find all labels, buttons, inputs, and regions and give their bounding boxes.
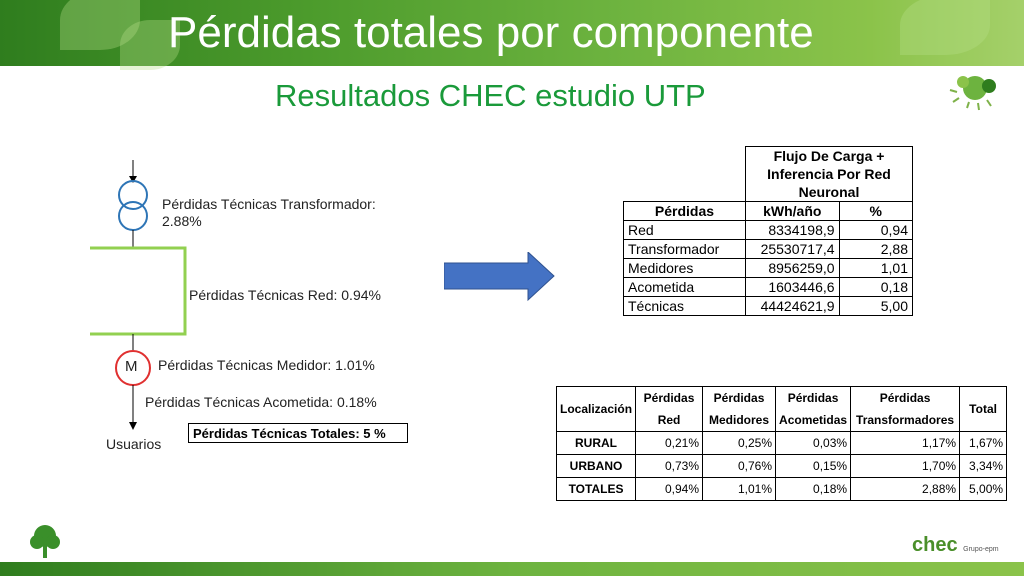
chec-logo <box>912 534 999 557</box>
page-title: Pérdidas totales por componente <box>168 8 814 57</box>
table1-col-losses: Pérdidas <box>624 202 746 221</box>
total-loss-box: Pérdidas Técnicas Totales: 5 % <box>188 423 408 443</box>
table1-group-header: Flujo De Carga + Inferencia Por Red Neuronal <box>746 147 913 202</box>
table-row <box>557 432 1007 455</box>
row-name: Acometida <box>624 278 746 297</box>
row-kwh: 8956259,0 <box>746 259 840 278</box>
row-name: Medidores <box>624 259 746 278</box>
row-red: 0,94% <box>636 478 703 501</box>
row-kwh: 44424621,9 <box>746 297 840 316</box>
table-row <box>624 297 913 316</box>
table2-col-location: Localización <box>557 387 636 432</box>
tree-icon <box>28 522 62 560</box>
row-aco: 0,03% <box>776 432 851 455</box>
table-row <box>557 478 1007 501</box>
table-row <box>624 221 913 240</box>
service-drop-loss-label: Pérdidas Técnicas Acometida: 0.18% <box>145 394 377 410</box>
table2-col-red-1: Pérdidas <box>636 387 703 410</box>
row-med: 0,76% <box>703 455 776 478</box>
row-total: 5,00% <box>960 478 1007 501</box>
row-pct: 0,94 <box>839 221 912 240</box>
leaves-decoration-icon <box>945 60 1005 120</box>
users-label: Usuarios <box>106 436 162 452</box>
logo-subtext: Grupo-epm <box>963 546 999 553</box>
row-total: 3,34% <box>960 455 1007 478</box>
table-row <box>624 240 913 259</box>
row-med: 1,01% <box>703 478 776 501</box>
row-pct: 5,00 <box>839 297 912 316</box>
row-kwh: 25530717,4 <box>746 240 840 259</box>
footer-bar <box>0 562 1024 576</box>
table2-col-total: Total <box>960 387 1007 432</box>
network-loss-label: Pérdidas Técnicas Red: 0.94% <box>189 287 381 303</box>
row-tra: 2,88% <box>851 478 960 501</box>
loss-energy-table <box>623 146 913 316</box>
row-pct: 0,18 <box>839 278 912 297</box>
table2-col-aco-1: Pérdidas <box>776 387 851 410</box>
table2-col-red-2: Red <box>636 409 703 432</box>
row-tra: 1,17% <box>851 432 960 455</box>
table-row <box>624 278 913 297</box>
logo-text: chec <box>912 534 958 556</box>
row-red: 0,21% <box>636 432 703 455</box>
table2-col-tra-1: Pérdidas <box>851 387 960 410</box>
table-row <box>624 259 913 278</box>
row-location: TOTALES <box>557 478 636 501</box>
table1-col-pct: % <box>839 202 912 221</box>
row-tra: 1,70% <box>851 455 960 478</box>
row-red: 0,73% <box>636 455 703 478</box>
transformer-loss-label: Pérdidas Técnicas Transformador: 2.88% <box>162 196 376 229</box>
table-row <box>557 455 1007 478</box>
loss-by-location-table <box>556 386 1007 501</box>
page-subtitle: Resultados CHEC estudio UTP <box>275 78 706 113</box>
row-name: Red <box>624 221 746 240</box>
row-pct: 2,88 <box>839 240 912 259</box>
meter-symbol: M <box>125 358 138 375</box>
table1-col-kwh: kWh/año <box>746 202 840 221</box>
row-pct: 1,01 <box>839 259 912 278</box>
row-total: 1,67% <box>960 432 1007 455</box>
row-aco: 0,18% <box>776 478 851 501</box>
row-name: Técnicas <box>624 297 746 316</box>
table2-col-aco-2: Acometidas <box>776 409 851 432</box>
table2-col-med-2: Medidores <box>703 409 776 432</box>
table2-col-med-1: Pérdidas <box>703 387 776 410</box>
row-kwh: 8334198,9 <box>746 221 840 240</box>
row-med: 0,25% <box>703 432 776 455</box>
right-arrow-icon <box>444 252 556 302</box>
row-name: Transformador <box>624 240 746 259</box>
table2-col-tra-2: Transformadores <box>851 409 960 432</box>
row-aco: 0,15% <box>776 455 851 478</box>
meter-loss-label: Pérdidas Técnicas Medidor: 1.01% <box>158 357 375 373</box>
row-location: URBANO <box>557 455 636 478</box>
row-kwh: 1603446,6 <box>746 278 840 297</box>
row-location: RURAL <box>557 432 636 455</box>
network-box <box>90 248 185 334</box>
